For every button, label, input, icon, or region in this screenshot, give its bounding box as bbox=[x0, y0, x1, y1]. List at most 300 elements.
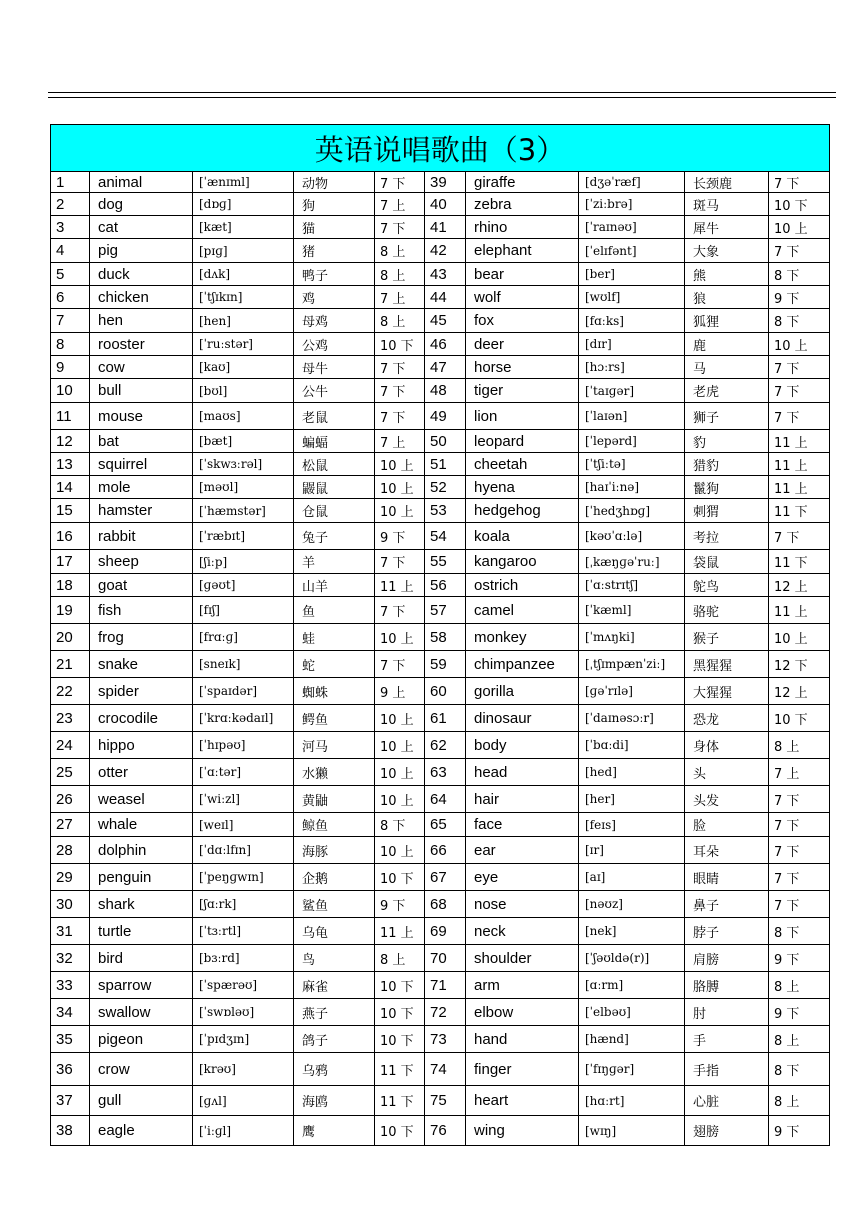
entry-phonetic: [weɪl] bbox=[193, 813, 294, 837]
entry-number: 40 bbox=[425, 193, 466, 216]
entry-grade: 8 上 bbox=[375, 945, 425, 972]
entry-phonetic: [hen] bbox=[193, 309, 294, 333]
entry-phonetic: [nəʊz] bbox=[579, 891, 685, 918]
entry-phonetic: [ˈɑːstrɪtʃ] bbox=[579, 574, 685, 597]
entry-phonetic: [ɑːrm] bbox=[579, 972, 685, 999]
entry-word: duck bbox=[90, 263, 193, 286]
entry-number: 37 bbox=[51, 1086, 90, 1116]
entry-word: otter bbox=[90, 759, 193, 786]
entry-phonetic: [hænd] bbox=[579, 1026, 685, 1053]
entry-word: mouse bbox=[90, 403, 193, 430]
entry-number: 51 bbox=[425, 453, 466, 476]
entry-number: 75 bbox=[425, 1086, 466, 1116]
table-row bbox=[51, 624, 830, 651]
table-row bbox=[51, 286, 830, 309]
entry-number: 25 bbox=[51, 759, 90, 786]
table-row bbox=[51, 309, 830, 333]
table-row bbox=[51, 1116, 830, 1146]
entry-meaning: 河马 bbox=[294, 732, 375, 759]
entry-number: 44 bbox=[425, 286, 466, 309]
entry-number: 23 bbox=[51, 705, 90, 732]
entry-number: 5 bbox=[51, 263, 90, 286]
entry-word: chimpanzee bbox=[466, 651, 579, 678]
entry-meaning: 鬣狗 bbox=[685, 476, 769, 499]
entry-grade: 7 下 bbox=[769, 786, 830, 813]
entry-number: 26 bbox=[51, 786, 90, 813]
entry-word: heart bbox=[466, 1086, 579, 1116]
entry-meaning: 猴子 bbox=[685, 624, 769, 651]
entry-word: fox bbox=[466, 309, 579, 333]
entry-word: elbow bbox=[466, 999, 579, 1026]
entry-word: kangaroo bbox=[466, 550, 579, 574]
entry-grade: 7 下 bbox=[769, 864, 830, 891]
entry-word: crow bbox=[90, 1053, 193, 1086]
entry-meaning: 马 bbox=[685, 356, 769, 379]
entry-word: fish bbox=[90, 597, 193, 624]
entry-phonetic: [ɪr] bbox=[579, 837, 685, 864]
entry-meaning: 蜘蛛 bbox=[294, 678, 375, 705]
table-row bbox=[51, 550, 830, 574]
entry-word: sheep bbox=[90, 550, 193, 574]
entry-meaning: 水獭 bbox=[294, 759, 375, 786]
entry-phonetic: [dɪr] bbox=[579, 333, 685, 356]
entry-phonetic: [ˈskwɜːrəl] bbox=[193, 453, 294, 476]
entry-grade: 10 上 bbox=[769, 333, 830, 356]
entry-grade: 10 上 bbox=[375, 624, 425, 651]
entry-word: koala bbox=[466, 523, 579, 550]
entry-phonetic: [ˈtʃɪkɪn] bbox=[193, 286, 294, 309]
entry-grade: 10 下 bbox=[375, 1116, 425, 1146]
entry-phonetic: [dʌk] bbox=[193, 263, 294, 286]
entry-number: 2 bbox=[51, 193, 90, 216]
entry-grade: 10 上 bbox=[375, 499, 425, 523]
entry-word: penguin bbox=[90, 864, 193, 891]
entry-meaning: 手 bbox=[685, 1026, 769, 1053]
entry-meaning: 鳄鱼 bbox=[294, 705, 375, 732]
entry-meaning: 公牛 bbox=[294, 379, 375, 403]
entry-number: 39 bbox=[425, 172, 466, 193]
entry-grade: 10 下 bbox=[375, 1026, 425, 1053]
table-row bbox=[51, 1086, 830, 1116]
entry-number: 67 bbox=[425, 864, 466, 891]
entry-word: mole bbox=[90, 476, 193, 499]
entry-meaning: 鲸鱼 bbox=[294, 813, 375, 837]
entry-word: crocodile bbox=[90, 705, 193, 732]
entry-word: spider bbox=[90, 678, 193, 705]
entry-number: 33 bbox=[51, 972, 90, 999]
entry-meaning: 乌龟 bbox=[294, 918, 375, 945]
table-row bbox=[51, 523, 830, 550]
entry-word: camel bbox=[466, 597, 579, 624]
entry-word: bat bbox=[90, 430, 193, 453]
entry-grade: 8 下 bbox=[769, 309, 830, 333]
entry-word: deer bbox=[466, 333, 579, 356]
entry-grade: 10 上 bbox=[375, 453, 425, 476]
entry-grade: 8 上 bbox=[769, 1086, 830, 1116]
entry-number: 71 bbox=[425, 972, 466, 999]
entry-word: gull bbox=[90, 1086, 193, 1116]
entry-phonetic: [ˈhɪpəʊ] bbox=[193, 732, 294, 759]
entry-phonetic: [ɡəˈrɪlə] bbox=[579, 678, 685, 705]
entry-meaning: 眼睛 bbox=[685, 864, 769, 891]
entry-grade: 7 下 bbox=[769, 837, 830, 864]
entry-word: cheetah bbox=[466, 453, 579, 476]
entry-phonetic: [pɪɡ] bbox=[193, 239, 294, 263]
entry-number: 41 bbox=[425, 216, 466, 239]
entry-phonetic: [ˈelbəʊ] bbox=[579, 999, 685, 1026]
entry-number: 55 bbox=[425, 550, 466, 574]
entry-meaning: 鸡 bbox=[294, 286, 375, 309]
entry-word: ear bbox=[466, 837, 579, 864]
entry-word: rhino bbox=[466, 216, 579, 239]
entry-phonetic: [ˈelɪfənt] bbox=[579, 239, 685, 263]
table-row bbox=[51, 999, 830, 1026]
entry-grade: 12 上 bbox=[769, 678, 830, 705]
entry-word: leopard bbox=[466, 430, 579, 453]
entry-grade: 11 上 bbox=[769, 453, 830, 476]
entry-word: bull bbox=[90, 379, 193, 403]
entry-meaning: 松鼠 bbox=[294, 453, 375, 476]
entry-phonetic: [hɑːrt] bbox=[579, 1086, 685, 1116]
entry-grade: 8 下 bbox=[375, 813, 425, 837]
entry-meaning: 鱼 bbox=[294, 597, 375, 624]
entry-number: 74 bbox=[425, 1053, 466, 1086]
title-row bbox=[51, 125, 830, 172]
table-row bbox=[51, 193, 830, 216]
entry-meaning: 脖子 bbox=[685, 918, 769, 945]
entry-meaning: 恐龙 bbox=[685, 705, 769, 732]
entry-grade: 7 上 bbox=[375, 193, 425, 216]
entry-phonetic: [ˈbɑːdi] bbox=[579, 732, 685, 759]
entry-meaning: 动物 bbox=[294, 172, 375, 193]
entry-word: hair bbox=[466, 786, 579, 813]
entry-grade: 7 下 bbox=[769, 172, 830, 193]
entry-grade: 10 下 bbox=[769, 193, 830, 216]
table-row bbox=[51, 732, 830, 759]
entry-word: bird bbox=[90, 945, 193, 972]
entry-grade: 10 上 bbox=[375, 476, 425, 499]
entry-phonetic: [ˈlepərd] bbox=[579, 430, 685, 453]
entry-grade: 8 下 bbox=[769, 1053, 830, 1086]
entry-number: 45 bbox=[425, 309, 466, 333]
table-row bbox=[51, 759, 830, 786]
table-row bbox=[51, 891, 830, 918]
entry-meaning: 袋鼠 bbox=[685, 550, 769, 574]
entry-grade: 7 下 bbox=[375, 403, 425, 430]
table-row bbox=[51, 837, 830, 864]
table-row bbox=[51, 597, 830, 624]
entry-number: 56 bbox=[425, 574, 466, 597]
entry-meaning: 长颈鹿 bbox=[685, 172, 769, 193]
entry-meaning: 蝙蝠 bbox=[294, 430, 375, 453]
entry-meaning: 鼹鼠 bbox=[294, 476, 375, 499]
entry-meaning: 熊 bbox=[685, 263, 769, 286]
entry-grade: 11 下 bbox=[769, 499, 830, 523]
entry-phonetic: [ˈiːɡl] bbox=[193, 1116, 294, 1146]
entry-word: snake bbox=[90, 651, 193, 678]
entry-word: hen bbox=[90, 309, 193, 333]
entry-grade: 11 上 bbox=[375, 918, 425, 945]
entry-meaning: 鹰 bbox=[294, 1116, 375, 1146]
table-row bbox=[51, 1026, 830, 1053]
entry-number: 16 bbox=[51, 523, 90, 550]
entry-meaning: 头发 bbox=[685, 786, 769, 813]
entry-meaning: 鲨鱼 bbox=[294, 891, 375, 918]
entry-word: dog bbox=[90, 193, 193, 216]
entry-word: eagle bbox=[90, 1116, 193, 1146]
entry-phonetic: [wɪŋ] bbox=[579, 1116, 685, 1146]
entry-meaning: 猎豹 bbox=[685, 453, 769, 476]
entry-grade: 10 上 bbox=[375, 759, 425, 786]
entry-number: 18 bbox=[51, 574, 90, 597]
entry-grade: 7 下 bbox=[769, 891, 830, 918]
entry-phonetic: [ˈspaɪdər] bbox=[193, 678, 294, 705]
header-rule-top bbox=[48, 92, 836, 93]
entry-grade: 8 上 bbox=[769, 972, 830, 999]
table-row bbox=[51, 705, 830, 732]
entry-grade: 8 下 bbox=[769, 918, 830, 945]
entry-number: 50 bbox=[425, 430, 466, 453]
entry-word: animal bbox=[90, 172, 193, 193]
entry-meaning: 翅膀 bbox=[685, 1116, 769, 1146]
entry-word: hyena bbox=[466, 476, 579, 499]
entry-number: 52 bbox=[425, 476, 466, 499]
entry-phonetic: [fɪʃ] bbox=[193, 597, 294, 624]
entry-meaning: 狗 bbox=[294, 193, 375, 216]
entry-number: 53 bbox=[425, 499, 466, 523]
entry-word: lion bbox=[466, 403, 579, 430]
entry-phonetic: [ˈwiːzl] bbox=[193, 786, 294, 813]
entry-grade: 10 上 bbox=[375, 837, 425, 864]
entry-number: 4 bbox=[51, 239, 90, 263]
table-row bbox=[51, 499, 830, 523]
entry-word: frog bbox=[90, 624, 193, 651]
entry-number: 60 bbox=[425, 678, 466, 705]
entry-number: 54 bbox=[425, 523, 466, 550]
entry-number: 64 bbox=[425, 786, 466, 813]
entry-meaning: 考拉 bbox=[685, 523, 769, 550]
table-title: 英语说唱歌曲（3） bbox=[51, 125, 830, 172]
entry-word: eye bbox=[466, 864, 579, 891]
entry-word: sparrow bbox=[90, 972, 193, 999]
entry-word: squirrel bbox=[90, 453, 193, 476]
entry-meaning: 海鸥 bbox=[294, 1086, 375, 1116]
entry-grade: 7 下 bbox=[375, 597, 425, 624]
entry-grade: 9 下 bbox=[769, 945, 830, 972]
entry-meaning: 耳朵 bbox=[685, 837, 769, 864]
entry-number: 29 bbox=[51, 864, 90, 891]
entry-grade: 12 下 bbox=[769, 651, 830, 678]
entry-phonetic: [nek] bbox=[579, 918, 685, 945]
entry-meaning: 脸 bbox=[685, 813, 769, 837]
entry-grade: 7 下 bbox=[375, 379, 425, 403]
entry-grade: 7 上 bbox=[769, 759, 830, 786]
entry-grade: 7 下 bbox=[375, 550, 425, 574]
entry-number: 76 bbox=[425, 1116, 466, 1146]
entry-word: cat bbox=[90, 216, 193, 239]
entry-phonetic: [bɜːrd] bbox=[193, 945, 294, 972]
entry-meaning: 鸭子 bbox=[294, 263, 375, 286]
entry-number: 1 bbox=[51, 172, 90, 193]
entry-phonetic: [ˈfɪŋɡər] bbox=[579, 1053, 685, 1086]
entry-meaning: 犀牛 bbox=[685, 216, 769, 239]
entry-phonetic: [ʃiːp] bbox=[193, 550, 294, 574]
entry-grade: 7 下 bbox=[375, 216, 425, 239]
entry-grade: 7 下 bbox=[769, 356, 830, 379]
entry-grade: 11 下 bbox=[769, 550, 830, 574]
entry-number: 12 bbox=[51, 430, 90, 453]
entry-meaning: 兔子 bbox=[294, 523, 375, 550]
table-row bbox=[51, 972, 830, 999]
entry-word: giraffe bbox=[466, 172, 579, 193]
entry-phonetic: [ˌtʃɪmpænˈziː] bbox=[579, 651, 685, 678]
entry-grade: 9 下 bbox=[769, 999, 830, 1026]
entry-number: 8 bbox=[51, 333, 90, 356]
entry-phonetic: [ˈziːbrə] bbox=[579, 193, 685, 216]
entry-number: 42 bbox=[425, 239, 466, 263]
entry-grade: 10 下 bbox=[375, 864, 425, 891]
entry-number: 34 bbox=[51, 999, 90, 1026]
entry-phonetic: [her] bbox=[579, 786, 685, 813]
entry-word: gorilla bbox=[466, 678, 579, 705]
entry-phonetic: [ˈlaɪən] bbox=[579, 403, 685, 430]
entry-word: wing bbox=[466, 1116, 579, 1146]
entry-phonetic: [haɪˈiːnə] bbox=[579, 476, 685, 499]
entry-meaning: 鸵鸟 bbox=[685, 574, 769, 597]
entry-number: 69 bbox=[425, 918, 466, 945]
entry-number: 68 bbox=[425, 891, 466, 918]
entry-grade: 7 下 bbox=[375, 651, 425, 678]
entry-word: rooster bbox=[90, 333, 193, 356]
entry-number: 72 bbox=[425, 999, 466, 1026]
entry-grade: 10 下 bbox=[375, 333, 425, 356]
table-row bbox=[51, 379, 830, 403]
entry-phonetic: [ˈtɜːrtl] bbox=[193, 918, 294, 945]
entry-grade: 10 上 bbox=[375, 786, 425, 813]
entry-word: hippo bbox=[90, 732, 193, 759]
entry-number: 49 bbox=[425, 403, 466, 430]
entry-number: 9 bbox=[51, 356, 90, 379]
entry-meaning: 母鸡 bbox=[294, 309, 375, 333]
table-row bbox=[51, 678, 830, 705]
entry-phonetic: [ˈtaɪɡər] bbox=[579, 379, 685, 403]
entry-meaning: 头 bbox=[685, 759, 769, 786]
entry-number: 20 bbox=[51, 624, 90, 651]
entry-grade: 11 上 bbox=[375, 574, 425, 597]
entry-word: ostrich bbox=[466, 574, 579, 597]
entry-word: weasel bbox=[90, 786, 193, 813]
entry-word: monkey bbox=[466, 624, 579, 651]
table-row bbox=[51, 476, 830, 499]
entry-meaning: 手指 bbox=[685, 1053, 769, 1086]
entry-phonetic: [wʊlf] bbox=[579, 286, 685, 309]
table-row bbox=[51, 239, 830, 263]
entry-meaning: 豹 bbox=[685, 430, 769, 453]
entry-meaning: 黑猩猩 bbox=[685, 651, 769, 678]
entry-phonetic: [ˈmʌŋki] bbox=[579, 624, 685, 651]
entry-number: 61 bbox=[425, 705, 466, 732]
entry-word: bear bbox=[466, 263, 579, 286]
entry-word: cow bbox=[90, 356, 193, 379]
entry-phonetic: [ʃɑːrk] bbox=[193, 891, 294, 918]
entry-word: tiger bbox=[466, 379, 579, 403]
entry-number: 35 bbox=[51, 1026, 90, 1053]
entry-phonetic: [ˈʃəʊldə(r)] bbox=[579, 945, 685, 972]
entry-word: hedgehog bbox=[466, 499, 579, 523]
entry-word: horse bbox=[466, 356, 579, 379]
table-row bbox=[51, 945, 830, 972]
entry-meaning: 猫 bbox=[294, 216, 375, 239]
entry-meaning: 黄鼬 bbox=[294, 786, 375, 813]
entry-meaning: 肩膀 bbox=[685, 945, 769, 972]
entry-number: 65 bbox=[425, 813, 466, 837]
entry-word: wolf bbox=[466, 286, 579, 309]
entry-meaning: 斑马 bbox=[685, 193, 769, 216]
entry-number: 10 bbox=[51, 379, 90, 403]
entry-meaning: 老鼠 bbox=[294, 403, 375, 430]
table-row bbox=[51, 263, 830, 286]
entry-phonetic: [ˈpɪdʒɪn] bbox=[193, 1026, 294, 1053]
entry-word: arm bbox=[466, 972, 579, 999]
entry-meaning: 山羊 bbox=[294, 574, 375, 597]
entry-grade: 9 下 bbox=[375, 891, 425, 918]
entry-word: hamster bbox=[90, 499, 193, 523]
entry-meaning: 猪 bbox=[294, 239, 375, 263]
entry-phonetic: [krəʊ] bbox=[193, 1053, 294, 1086]
entry-word: chicken bbox=[90, 286, 193, 309]
entry-meaning: 仓鼠 bbox=[294, 499, 375, 523]
entry-grade: 10 下 bbox=[375, 999, 425, 1026]
entry-phonetic: [məʊl] bbox=[193, 476, 294, 499]
entry-phonetic: [ˈkrɑːkədaɪl] bbox=[193, 705, 294, 732]
entry-grade: 10 上 bbox=[375, 705, 425, 732]
entry-number: 30 bbox=[51, 891, 90, 918]
entry-grade: 8 上 bbox=[375, 239, 425, 263]
entry-number: 59 bbox=[425, 651, 466, 678]
table-row bbox=[51, 1053, 830, 1086]
entry-phonetic: [frɑːɡ] bbox=[193, 624, 294, 651]
entry-phonetic: [bʊl] bbox=[193, 379, 294, 403]
entry-meaning: 海豚 bbox=[294, 837, 375, 864]
entry-number: 32 bbox=[51, 945, 90, 972]
entry-word: hand bbox=[466, 1026, 579, 1053]
vocabulary-table bbox=[50, 124, 830, 1146]
entry-meaning: 狮子 bbox=[685, 403, 769, 430]
entry-grade: 7 下 bbox=[375, 172, 425, 193]
entry-number: 62 bbox=[425, 732, 466, 759]
entry-number: 7 bbox=[51, 309, 90, 333]
entry-phonetic: [ˈspærəʊ] bbox=[193, 972, 294, 999]
entry-meaning: 蛙 bbox=[294, 624, 375, 651]
entry-meaning: 企鹅 bbox=[294, 864, 375, 891]
table-row bbox=[51, 864, 830, 891]
entry-meaning: 骆驼 bbox=[685, 597, 769, 624]
entry-grade: 9 下 bbox=[769, 1116, 830, 1146]
entry-number: 11 bbox=[51, 403, 90, 430]
entry-meaning: 身体 bbox=[685, 732, 769, 759]
entry-number: 19 bbox=[51, 597, 90, 624]
entry-number: 6 bbox=[51, 286, 90, 309]
entry-phonetic: [ˈræbɪt] bbox=[193, 523, 294, 550]
entry-number: 70 bbox=[425, 945, 466, 972]
entry-word: elephant bbox=[466, 239, 579, 263]
entry-meaning: 乌鸦 bbox=[294, 1053, 375, 1086]
table-row bbox=[51, 786, 830, 813]
entry-grade: 11 上 bbox=[769, 476, 830, 499]
table-row bbox=[51, 813, 830, 837]
table-row bbox=[51, 430, 830, 453]
table-row bbox=[51, 356, 830, 379]
